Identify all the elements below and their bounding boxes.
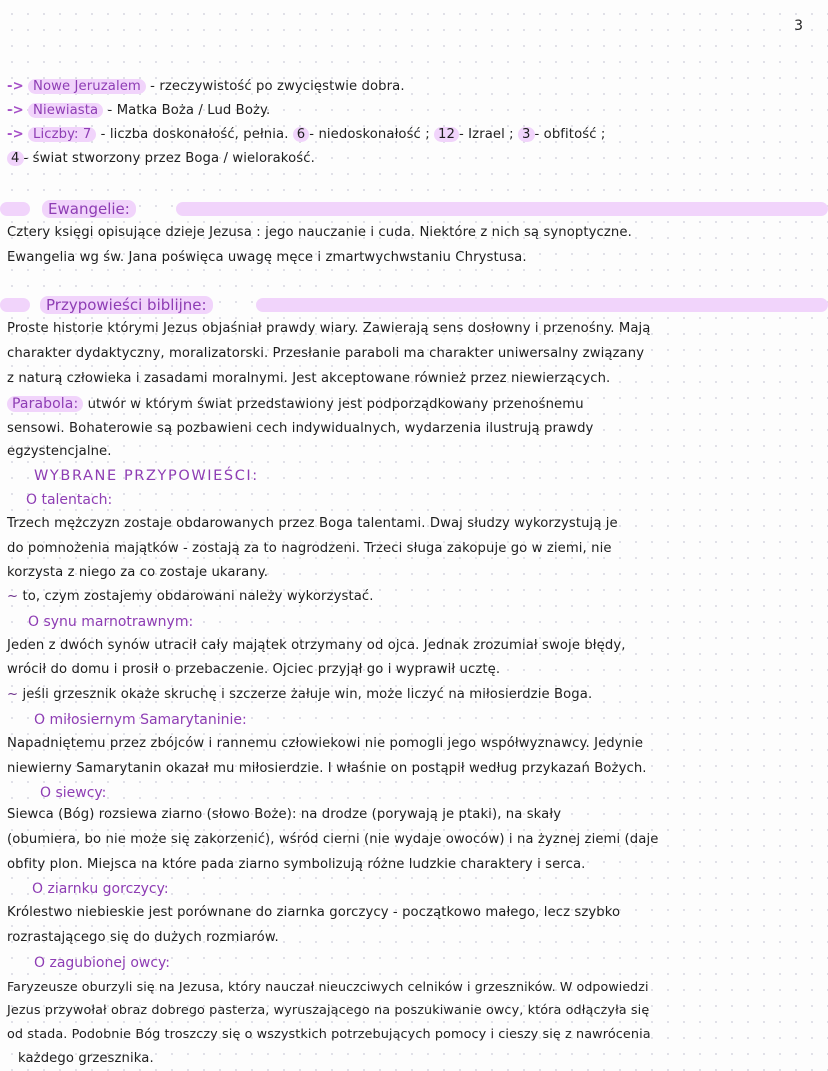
section-title-ewangelie: Ewangelie:	[42, 200, 136, 218]
text-line: każdego grzesznika.	[18, 1051, 154, 1066]
text-line: (obumiera, bo nie może się zakorzenić), wśród cierni (nie wydaje owoców) i na żyznej ziemi (daje	[7, 832, 659, 847]
section-divider	[0, 298, 30, 312]
text-line: Ewangelia wg św. Jana poświęca uwagę męce i zmartwychwstaniu Chrystusa.	[7, 250, 527, 265]
number-highlight: 4	[7, 151, 24, 166]
definition-line: -> Liczby: 7 - liczba doskonałość, pełnia. 6 - niedoskonałość ; 12 - Izrael ; 3 - obfitość ;	[7, 127, 606, 142]
section-divider	[176, 202, 828, 216]
text-line: Napadniętemu przez zbójców i rannemu człowiekowi nie pomogli jego współwyznawcy. Jedynie	[7, 736, 644, 751]
text-line: egzystencjalne.	[7, 444, 112, 459]
text-line: Królestwo niebieskie jest porównane do ziarnka gorczycy - początkowo małego, lecz szybko	[7, 905, 621, 920]
text-line: charakter dydaktyczny, moralizatorski. Przesłanie paraboli ma charakter uniwersalny związany	[7, 346, 645, 361]
text-line: z naturą człowieka i zasadami moralnymi. Jest akceptowane również przez niewierzących.	[7, 371, 611, 386]
text-line: Jezus przywołał obraz dobrego pasterza, wyruszającego na poszukiwanie owcy, która odłączyła się	[7, 1003, 650, 1018]
parable-title: O talentach:	[26, 492, 113, 508]
term-highlight: Parabola:	[7, 396, 83, 412]
text-line: Cztery księgi opisujące dzieje Jezusa : jego nauczanie i cuda. Niektóre z nich są synoptyczne.	[7, 225, 632, 240]
term-highlight: Liczby: 7	[28, 127, 96, 142]
term-highlight: Nowe Jeruzalem	[28, 79, 146, 94]
wybrane-heading: WYBRANE PRZYPOWIEŚCI:	[34, 468, 259, 484]
text-line: rozrastającego się do dużych rozmiarów.	[7, 930, 279, 945]
parable-title: O ziarnku gorczycy:	[32, 881, 169, 897]
definition-line: -> Nowe Jeruzalem - rzeczywistość po zwycięstwie dobra.	[7, 79, 405, 94]
term-highlight: Niewiasta	[28, 103, 103, 118]
moral-line: ~ jeśli grzesznik okaże skruchę i szczerze żałuje win, może liczyć na miłosierdzie Boga.	[7, 687, 593, 702]
arrow-icon: ->	[7, 103, 24, 118]
text-line: od stada. Podobnie Bóg troszczy się o wszystkich potrzebujących pomocy i cieszy się z nawrócenia	[7, 1027, 651, 1042]
text-line: do pomnożenia majątków - zostają za to nagrodzeni. Trzeci sługa zakopuje go w ziemi, nie	[7, 541, 612, 556]
definition-line: -> Niewiasta - Matka Boża / Lud Boży.	[7, 103, 271, 118]
parabola-line: Parabola: utwór w którym świat przedstawiony jest podporządkowany przenośnemu	[7, 395, 822, 414]
text-line: Jeden z dwóch synów utracił cały majątek otrzymany od ojca. Jednak zrozumiał swoje błędy,	[7, 638, 626, 653]
arrow-icon: ->	[7, 79, 24, 94]
number-highlight: 6	[293, 127, 310, 142]
definition-line: 4 - świat stworzony przez Boga / wielorakość.	[7, 150, 822, 168]
text-line: wrócił do domu i prosił o przebaczenie. Ojciec przyjął go i wyprawił ucztę.	[7, 662, 501, 677]
section-divider	[256, 298, 828, 312]
text-line: obfity plon. Miejsca na które pada ziarno symbolizują różne ludzkie charaktery i serca.	[7, 857, 586, 872]
number-highlight: 3	[518, 127, 535, 142]
parable-title: O siewcy:	[40, 785, 107, 801]
page-number: 3	[794, 18, 803, 34]
section-title-przypowiesci: Przypowieści biblijne:	[40, 296, 213, 314]
text-line: korzysta z niego za co zostaje ukarany.	[7, 565, 269, 580]
moral-line: ~ to, czym zostajemy obdarowani należy wykorzystać.	[7, 589, 374, 604]
arrow-icon: ->	[7, 127, 24, 142]
number-highlight: 12	[434, 127, 459, 142]
parable-title: O zagubionej owcy:	[34, 955, 171, 971]
text-line: Faryzeusze oburzyli się na Jezusa, który nauczał nieuczciwych celników i grzeszników. W odpowiedzi	[7, 979, 649, 994]
tilde-icon: ~	[7, 687, 19, 702]
section-divider	[0, 202, 30, 216]
tilde-icon: ~	[7, 589, 19, 604]
text-line: Siewca (Bóg) rozsiewa ziarno (słowo Boże): na drodze (porywają je ptaki), na skały	[7, 807, 562, 822]
parable-title: O miłosiernym Samarytaninie:	[34, 712, 247, 728]
text-line: Proste historie którymi Jezus objaśniał prawdy wiary. Zawierają sens dosłowny i przenośny. Mają	[7, 321, 651, 336]
parable-title: O synu marnotrawnym:	[28, 614, 194, 630]
text-line: sensowi. Bohaterowie są pozbawieni cech indywidualnych, wydarzenia ilustrują prawdy	[7, 421, 594, 436]
text-line: Trzech mężczyzn zostaje obdarowanych przez Boga talentami. Dwaj słudzy wykorzystują je	[7, 516, 618, 531]
text-line: niewierny Samarytanin okazał mu miłosierdzie. I właśnie on postąpił według przykazań Bożych.	[7, 761, 647, 776]
